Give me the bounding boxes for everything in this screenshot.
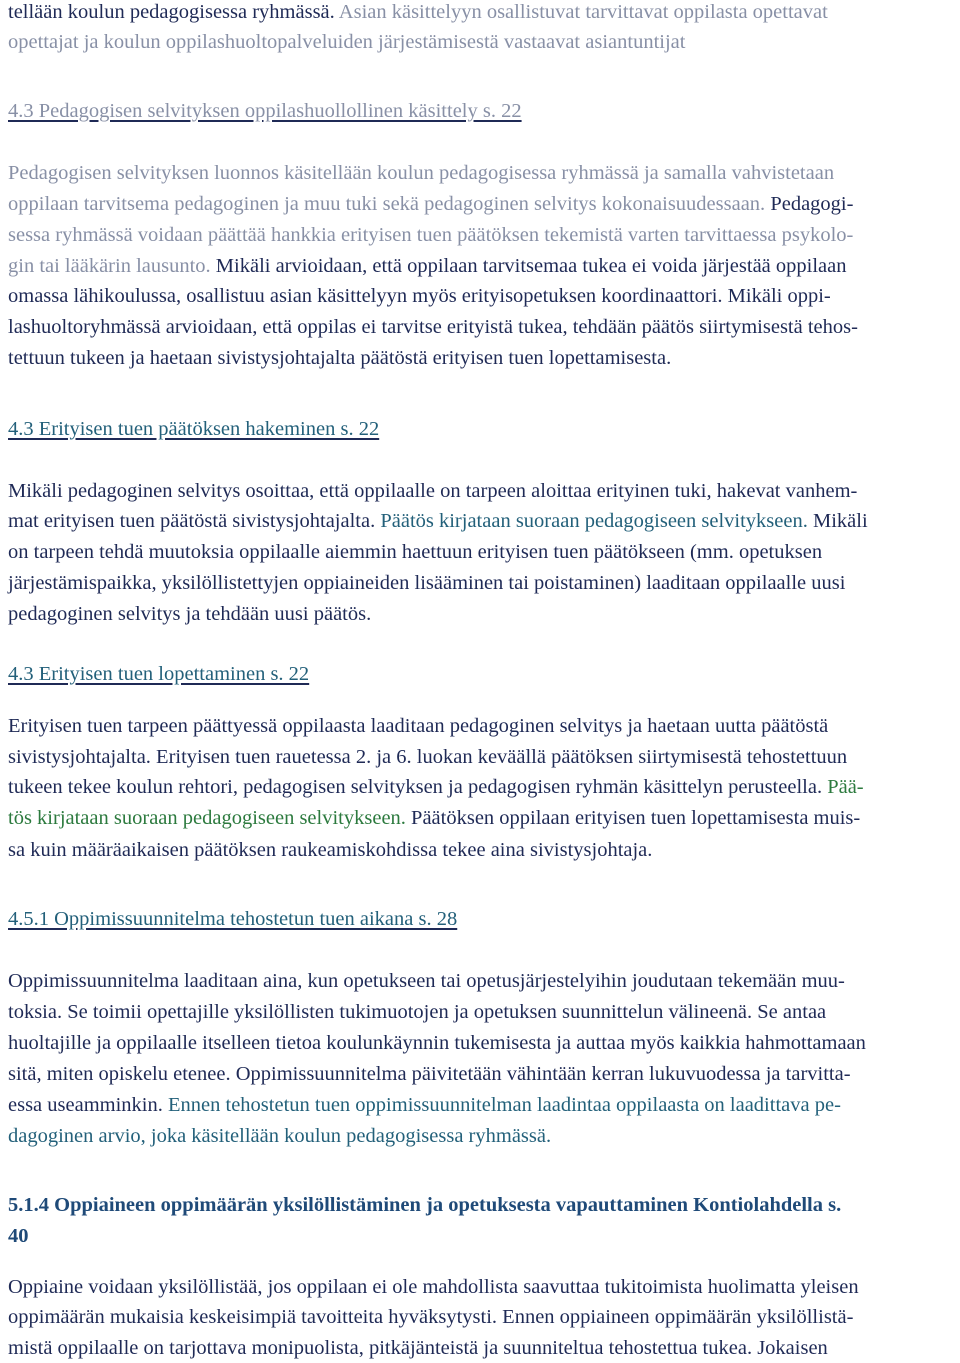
text-line	[8, 838, 652, 862]
text-segment: tellään koulun pedagogisessa ryhmässä.	[8, 1, 339, 23]
text-line	[8, 571, 845, 595]
text-segment: Oppimissuunnitelma laaditaan aina, kun opetukseen tai opetusjärjestelyihin joudutaan tekemään muu-	[8, 970, 845, 992]
section-heading	[8, 417, 379, 441]
text-segment: gin tai lääkärin lausunto.	[8, 255, 216, 277]
text-segment: pedagoginen selvitys ja tehdään uusi päätös.	[8, 603, 372, 625]
text-line	[8, 509, 868, 533]
text-segment: 4.3 Erityisen tuen lopettaminen s. 22	[8, 663, 310, 685]
bold-heading-line	[8, 1224, 29, 1248]
text-segment: Mikäli arvioidaan, että oppilaan tarvitsemaa tukea ei voida järjestää oppilaan	[215, 255, 847, 277]
text-segment: mat erityisen tuen päätöstä sivistysjohtajalta.	[8, 510, 381, 532]
text-segment: 4.3 Pedagogisen selvityksen oppilashuollollinen käsittely s. 22	[8, 100, 522, 122]
text-segment: 40	[8, 1225, 29, 1247]
text-line	[8, 1093, 841, 1117]
text-line	[8, 315, 858, 339]
text-segment: sivistysjohtajalta. Erityisen tuen rauetessa 2. ja 6. luokan keväällä päätöksen siirtymisestä tehostettuun	[8, 746, 848, 768]
text-line	[8, 1124, 551, 1148]
text-segment: mistä oppilaalle on tarjottava monipuolista, pitkäjänteistä ja suunniteltua tehostettua tukea. Jokaisen	[8, 1337, 828, 1359]
text-line	[8, 1336, 828, 1360]
text-line	[8, 1000, 826, 1024]
text-segment: oppimäärän mukaisia keskeisimpiä tavoitteita hyväksytysti. Ennen oppiaineen oppimäärän yksilöllistä-	[8, 1306, 854, 1328]
text-line	[8, 284, 831, 308]
text-segment: toksia. Se toimii opettajille yksilöllisten tukimuotojen ja opetuksen suunnittelun välineenä. Se antaa	[8, 1001, 827, 1023]
text-segment: lashuoltoryhmässä arvioidaan, että oppilas ei tarvitse erityistä tukea, tehdään päätös siirtymisestä tehos-	[8, 316, 858, 338]
text-segment: Oppiaine voidaan yksilöllistää, jos oppilaan ei ole mahdollista saavuttaa tukitoimista huolimatta yleisen	[8, 1276, 859, 1298]
section-heading	[8, 907, 457, 931]
text-segment: Asian käsittelyyn osallistuvat tarvittavat oppilasta opettavat	[338, 1, 828, 23]
text-line	[8, 0, 828, 24]
text-line	[8, 540, 822, 564]
text-segment: Pää-	[827, 776, 864, 798]
text-line	[8, 1275, 859, 1299]
text-segment: on tarpeen tehdä muutoksia oppilaalle aiemmin haettuun erityisen tuen päätökseen (mm. opetuksen	[8, 541, 823, 563]
text-segment: essa useamminkin.	[8, 1094, 168, 1116]
text-segment: Päätöksen oppilaan erityisen tuen lopettamisesta muis-	[411, 807, 861, 829]
text-segment: opettajat ja koulun oppilashuoltopalveluiden järjestämisestä vastaavat asiantuntijat	[8, 31, 686, 53]
text-line	[8, 602, 371, 626]
text-segment: Päätös kirjataan suoraan pedagogiseen selvitykseen.	[380, 510, 813, 532]
text-line	[8, 1305, 853, 1329]
text-line	[8, 479, 857, 503]
text-segment: sessa ryhmässä voidaan päättää hankkia erityisen tuen päätöksen tekemistä varten tarvittaessa psykolo-	[8, 224, 854, 246]
text-segment: Erityisen tuen tarpeen päättyessä oppilaasta laaditaan pedagoginen selvitys ja haetaan uutta päätöstä	[8, 715, 829, 737]
text-segment: tukeen tekee koulun rehtori, pedagogisen selvityksen ja pedagogisen ryhmän käsittelyn perusteella.	[8, 776, 828, 798]
text-line	[8, 714, 828, 738]
text-segment: omassa lähikoulussa, osallistuu asian käsittelyyn myös erityisopetuksen koordinaattori. Mikäli oppi-	[8, 285, 831, 307]
text-segment: sa kuin määräaikaisen päätöksen raukeamiskohdissa tekee aina sivistysjohtaja.	[8, 839, 653, 861]
section-heading	[8, 662, 309, 686]
text-segment: 4.5.1 Oppimissuunnitelma tehostetun tuen aikana s. 28	[8, 908, 458, 930]
text-line	[8, 806, 860, 830]
text-line	[8, 161, 834, 185]
text-segment: Ennen tehostetun tuen oppimissuunnitelman laadintaa oppilaasta on laadittava pe-	[168, 1094, 841, 1116]
section-heading	[8, 99, 522, 123]
text-line	[8, 223, 853, 247]
text-segment: dagoginen arvio, joka käsitellään koulun pedagogisessa ryhmässä.	[8, 1125, 552, 1147]
text-line	[8, 30, 685, 54]
text-segment: tös kirjataan suoraan pedagogiseen selvitykseen.	[8, 807, 412, 829]
text-line	[8, 254, 847, 278]
text-line	[8, 1062, 851, 1086]
text-line	[8, 775, 864, 799]
text-segment: 4.3 Erityisen tuen päätöksen hakeminen s. 22	[8, 418, 380, 440]
text-segment: 5.1.4 Oppiaineen oppimäärän yksilöllistäminen ja opetuksesta vapauttaminen Kontiolahdella s.	[8, 1194, 842, 1216]
text-segment: järjestämispaikka, yksilöllistettyjen oppiaineiden lisääminen tai poistaminen) laaditaan oppilaalle uusi	[8, 572, 846, 594]
text-segment: tettuun tukeen ja haetaan sivistysjohtajalta päätöstä erityisen tuen lopettamisesta.	[8, 347, 672, 369]
text-segment: sitä, miten opiskelu etenee. Oppimissuunnitelma päivitetään vähintään kerran lukuvuodessa ja tarvitta-	[8, 1063, 851, 1085]
text-segment: Pedagogisen selvityksen luonnos käsitellään koulun pedagogisessa ryhmässä ja samalla vahvistetaan	[8, 162, 835, 184]
text-segment: huoltajille ja oppilaalle itselleen tietoa koulunkäynnin tukemisesta ja auttaa myös kaikkia hahmottamaan	[8, 1032, 866, 1054]
text-line	[8, 969, 845, 993]
text-segment: oppilaan tarvitsema pedagoginen ja muu tuki sekä pedagoginen selvitys kokonaisuudessaan.	[8, 193, 771, 215]
text-segment: Mikäli pedagoginen selvitys osoittaa, että oppilaalle on tarpeen aloittaa erityinen tuki, hakevat vanhem-	[8, 480, 858, 502]
text-line	[8, 346, 671, 370]
bold-heading-line	[8, 1193, 841, 1217]
text-line	[8, 192, 853, 216]
text-line	[8, 745, 847, 769]
text-segment: Mikäli	[813, 510, 868, 532]
text-segment: Pedagogi-	[770, 193, 854, 215]
text-line	[8, 1031, 866, 1055]
